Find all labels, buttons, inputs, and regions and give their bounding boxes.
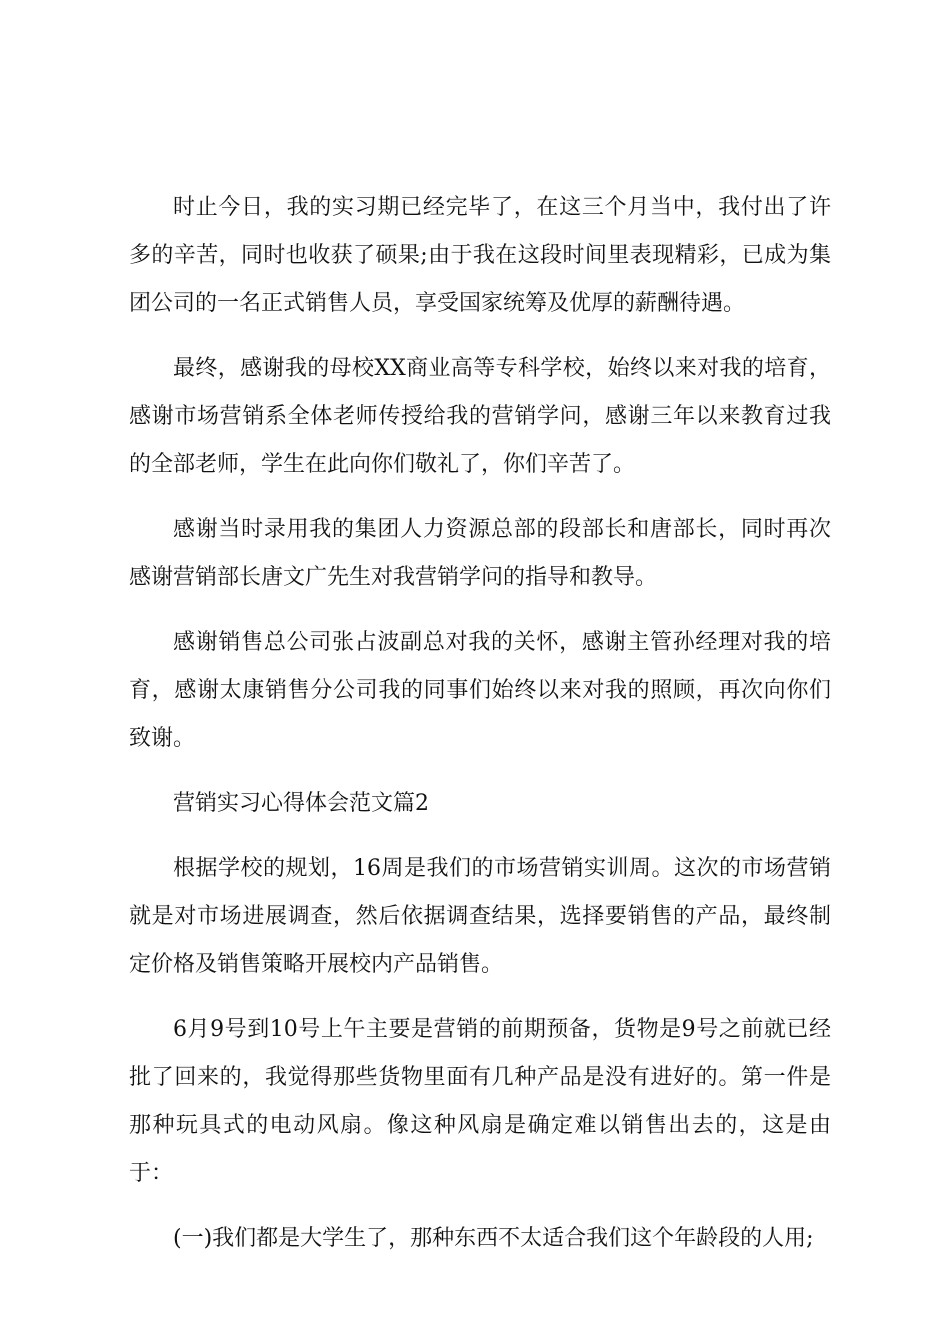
section-heading: 营销实习心得体会范文篇2 (173, 791, 429, 816)
paragraph-thanks-colleagues: 感谢销售总公司张占波副总对我的关怀，感谢主管孙经理对我的培育，感谢太康销售分公司我的同事们始终以来对我的照顾，再次向你们致谢。 (129, 630, 831, 751)
paragraph-preparation: 6月9号到10号上午主要是营销的前期预备，货物是9号之前就已经批了回来的，我觉得那些货物里面有几种产品是没有进好的。第一件是那种玩具式的电动风扇。像这种风扇是确定难以销售出去的，这是由于： (129, 1017, 831, 1186)
paragraph-training-week: 根据学校的规划，16周是我们的市场营销实训周。这次的市场营销就是对市场进展调查，然后依据调查结果，选择要销售的产品，最终制定价格及销售策略开展校内产品销售。 (129, 856, 831, 977)
document-body (129, 184, 831, 1280)
paragraph-thanks-school: 最终，感谢我的母校XX商业高等专科学校，始终以来对我的培育，感谢市场营销系全体老师传授给我的营销学问，感谢三年以来教育过我的全部老师，学生在此向你们敬礼了，你们辛苦了。 (129, 356, 831, 477)
paragraph-internship-complete: 时止今日，我的实习期已经完毕了，在这三个月当中，我付出了许多的辛苦，同时也收获了硕果;由于我在这段时间里表现精彩，已成为集团公司的一名正式销售人员，享受国家统筹及优厚的薪酬待遇。 (129, 195, 831, 316)
paragraph-reason-one: (一)我们都是大学生了，那种东西不太适合我们这个年龄段的人用; (173, 1226, 814, 1251)
paragraph-thanks-hr: 感谢当时录用我的集团人力资源总部的段部长和唐部长，同时再次感谢营销部长唐文广先生对我营销学问的指导和教导。 (129, 517, 831, 590)
